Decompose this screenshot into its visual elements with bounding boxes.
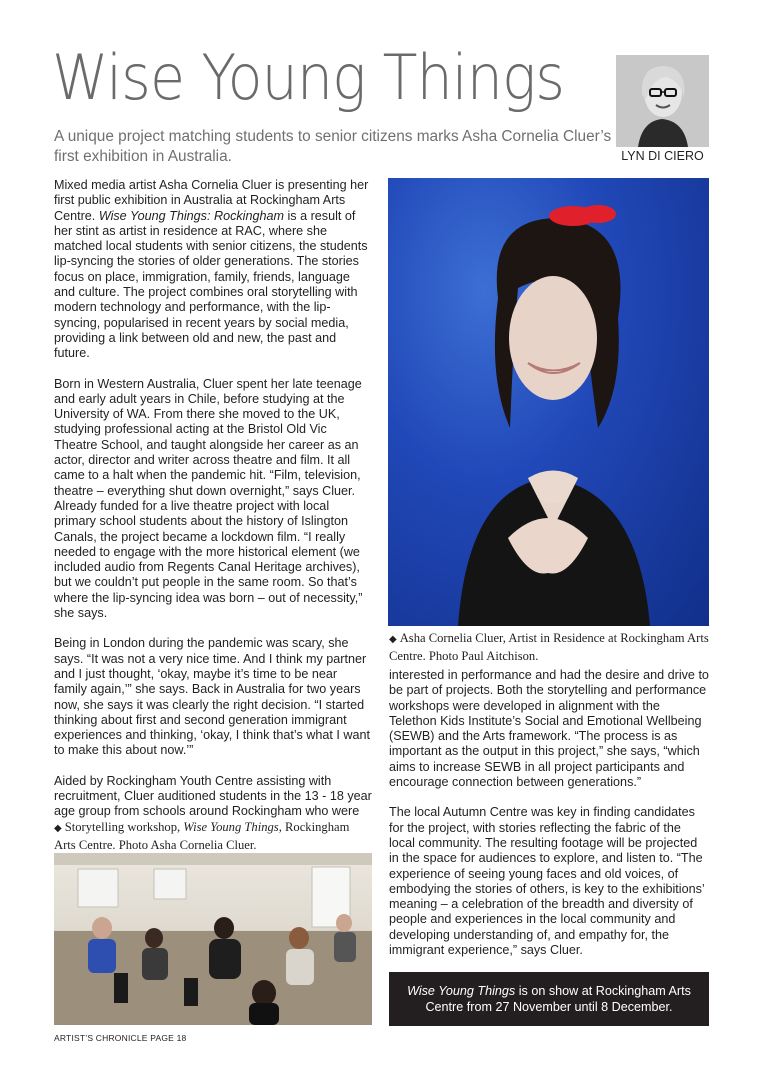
diamond-bullet-icon: ◆ <box>389 634 397 645</box>
exhibition-dates-banner <box>389 972 709 1026</box>
caption-artist-portrait: ◆ Asha Cornelia Cluer, Artist in Residence at Rockingham Arts Centre. Photo Paul Aitchison. <box>389 631 709 663</box>
artist-portrait-illustration <box>388 178 709 626</box>
caption-workshop-photo: ◆ Storytelling workshop, Wise Young Things, Rockingham Arts Centre. Photo Asha Cornelia Cluer. <box>54 820 350 852</box>
page-footer: ARTIST’S CHRONICLE PAGE 18 <box>54 1033 187 1043</box>
workshop-photo <box>54 853 372 1025</box>
paragraph-intro: Mixed media artist Asha Cornelia Cluer is presenting her first public exhibition in Australia at Rockingham Arts Centre. Wise Young Things: Rockingham is a result of her stint as artist in residence at RAC, where she matched local students with senior citizens, the students lip-syncing the stories of older generations. The stories focus on place, immigration, family, friends, language and culture. The project combines oral storytelling with modern technology and performance, with the lip-syncing, popularised in recent years by social media, providing a link between old and new, the past and future. <box>54 178 369 361</box>
paragraph-background: Born in Western Australia, Cluer spent her late teenage and early adult years in Chile, before studying at the University of WA. From there she moved to the UK, studying professional acting at the Bristol Old Vic Theatre School, and taught alongside her career as an actor, director and writer across theatre and film. It all came to a halt when the pandemic hit. “Film, television, theatre – everything shut down overnight,” says Cluer. Already funded for a live theatre project with local primary school students about the history of Islington Canals, the project became a lockdown film. “I really needed to engage with the more historical element (we included audio from Regents Canal Heritage archives), but we couldn’t put people in the same room. So that’s where the lip-syncing idea was born – out of necessity,” she says. <box>54 376 363 621</box>
banner-show-title: Wise Young Things <box>407 984 516 998</box>
article-subtitle: A unique project matching students to senior citizens marks Asha Cornelia Cluer’s first exhibition in Australia. <box>54 128 612 166</box>
paragraph-autumn-centre: The local Autumn Centre was key in finding candidates for the project, with stories reflecting the fabric of the local community. The resulting footage will be projected in the space for audiences to explore, and listen to. “The experience of seeing young faces and old voices, of embodying the stories of others, is key to the exhibitions’ meaning – a celebration of the breadth and diversity of people and experiences in the local community and developing understanding of, and empathy for, the immigrant experience,” says Cluer. <box>389 805 705 958</box>
right-column <box>389 668 709 973</box>
article-title: Wise Young Things <box>52 41 565 114</box>
paragraph-london: Being in London during the pandemic was scary, she says. “It was not a very nice time. And I think my partner and I just thought, ‘okay, maybe it’s time to be near family again,’” she says. Back in Australia for two years now, she says it was clearly the right decision. “I started thinking about first and second generation immigrant experiences and thinking, ‘okay, I think that’s what I want to make this about now.’” <box>54 636 370 758</box>
author-byline: LYN DI CIERO <box>621 149 704 163</box>
banner-details: is on show at Rockingham Arts Centre from 27 November until 8 December. <box>425 984 691 1014</box>
author-photo <box>616 55 709 147</box>
artist-portrait-photo <box>388 178 709 626</box>
author-portrait-illustration <box>616 55 709 147</box>
paragraph-workshops: interested in performance and had the desire and drive to be part of projects. Both the storytelling and performance workshops were developed in alignment with the Telethon Kids Institute’s Social and Emotional Wellbeing (SEWB) and the Arts framework. “The process is as important as the output in this project,” she says, “which aims to increase SEWB in all project participants and encourage connection between generations.” <box>389 668 709 790</box>
workshop-scene-illustration <box>54 853 372 1025</box>
paragraph-recruitment: Aided by Rockingham Youth Centre assisting with recruitment, Cluer auditioned students in the 13 - 18 year age group from schools around Rockingham who were <box>54 773 372 819</box>
diamond-bullet-icon: ◆ <box>54 823 62 834</box>
left-column <box>54 178 372 835</box>
